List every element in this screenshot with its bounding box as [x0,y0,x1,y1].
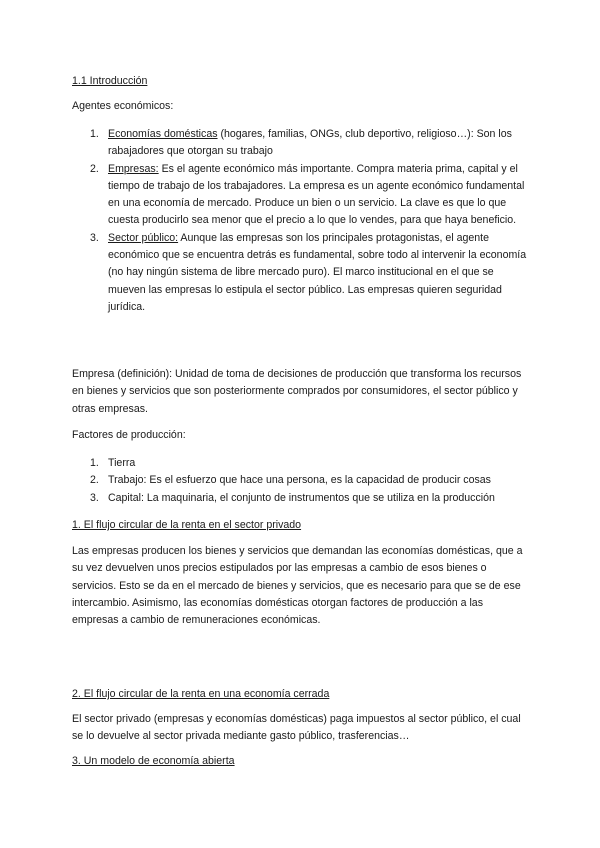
intro-heading: 1.1 Introducción [72,75,148,87]
list-text: Capital: La maquinaria, el conjunto de instrumentos que se utiliza en la producción [108,491,495,504]
list-item [72,126,532,161]
section1-heading: 1. El flujo circular de la renta en el sector privado [72,519,302,531]
section1-body: Las empresas producen los bienes y servicios que demandan las economías domésticas, que a su vez devuelven unos precios estipulados por las empresas a cambio de esos bienes o servicios. Esto se da en el mercado de bienes y servicios, que es necesario para que se de ese intercambio. Asimismo, las economías domésticas otorgan factores de producción a las empresas a cambio de remuneraciones económicas. [72,545,523,627]
list-term: Economías domésticas [108,128,218,140]
list-text: Tierra [108,457,136,469]
factors-list [72,455,532,507]
empresa-definition: Empresa (definición): Unidad de toma de decisiones de producción que transforma los recursos en bienes y servicios que son posteriormente comprados por consumidores, el sector público y otras empresas. [72,368,522,415]
factors-title: Factores de producción: [72,429,186,441]
list-text: (hogares, familias, ONGs, club deportivo, religioso…): Son los rabajadores que otorgan su trabajo [108,128,512,158]
section3-heading: 3. Un modelo de economía abierta [72,755,235,767]
list-number: 3. [90,231,99,244]
list-text: Aunque las empresas son los principales protagonistas, el agente económico que se encuentra detrás es fundamental, sobre todo al intervenir la economía (no hay ningún sistema de libre mercado puro). El marco institucional en el que se mueven las empresas lo estipula el sector público. Las empresas quieren seguridad jurídica. [108,231,527,313]
list-term: Empresas: [108,162,159,175]
list-item [72,230,532,316]
list-item [72,161,532,230]
list-text: Es el agente económico más importante. Compra materia prima, capital y el tiempo de trabajo de los trabajadores. La empresa es un agente económico fundamental en una economía de mercado. Produce un bien o un servicio. La clave es que lo que cuesta producirlo sea menor que el precio a lo que lo vendes, para que haya beneficio. [108,162,525,227]
list-number: 2. [90,162,99,175]
list-item [72,455,532,472]
list-term: Sector público: [108,231,179,244]
list-text: Trabajo: Es el esfuerzo que hace una persona, es la capacidad de producir cosas [108,474,491,487]
agents-list [72,126,532,316]
agents-title: Agentes económicos: [72,100,174,112]
list-item [72,490,532,507]
list-number: 1. [90,457,99,469]
list-number: 3. [90,491,99,504]
section2-body: El sector privado (empresas y economías domésticas) paga impuestos al sector público, el cual se lo devuelve al sector privada mediante gasto público, trasferencias… [72,713,521,743]
list-number: 1. [90,128,99,140]
list-number: 2. [90,474,99,487]
list-item [72,472,532,489]
section2-heading: 2. El flujo circular de la renta en una economía cerrada [72,688,330,700]
